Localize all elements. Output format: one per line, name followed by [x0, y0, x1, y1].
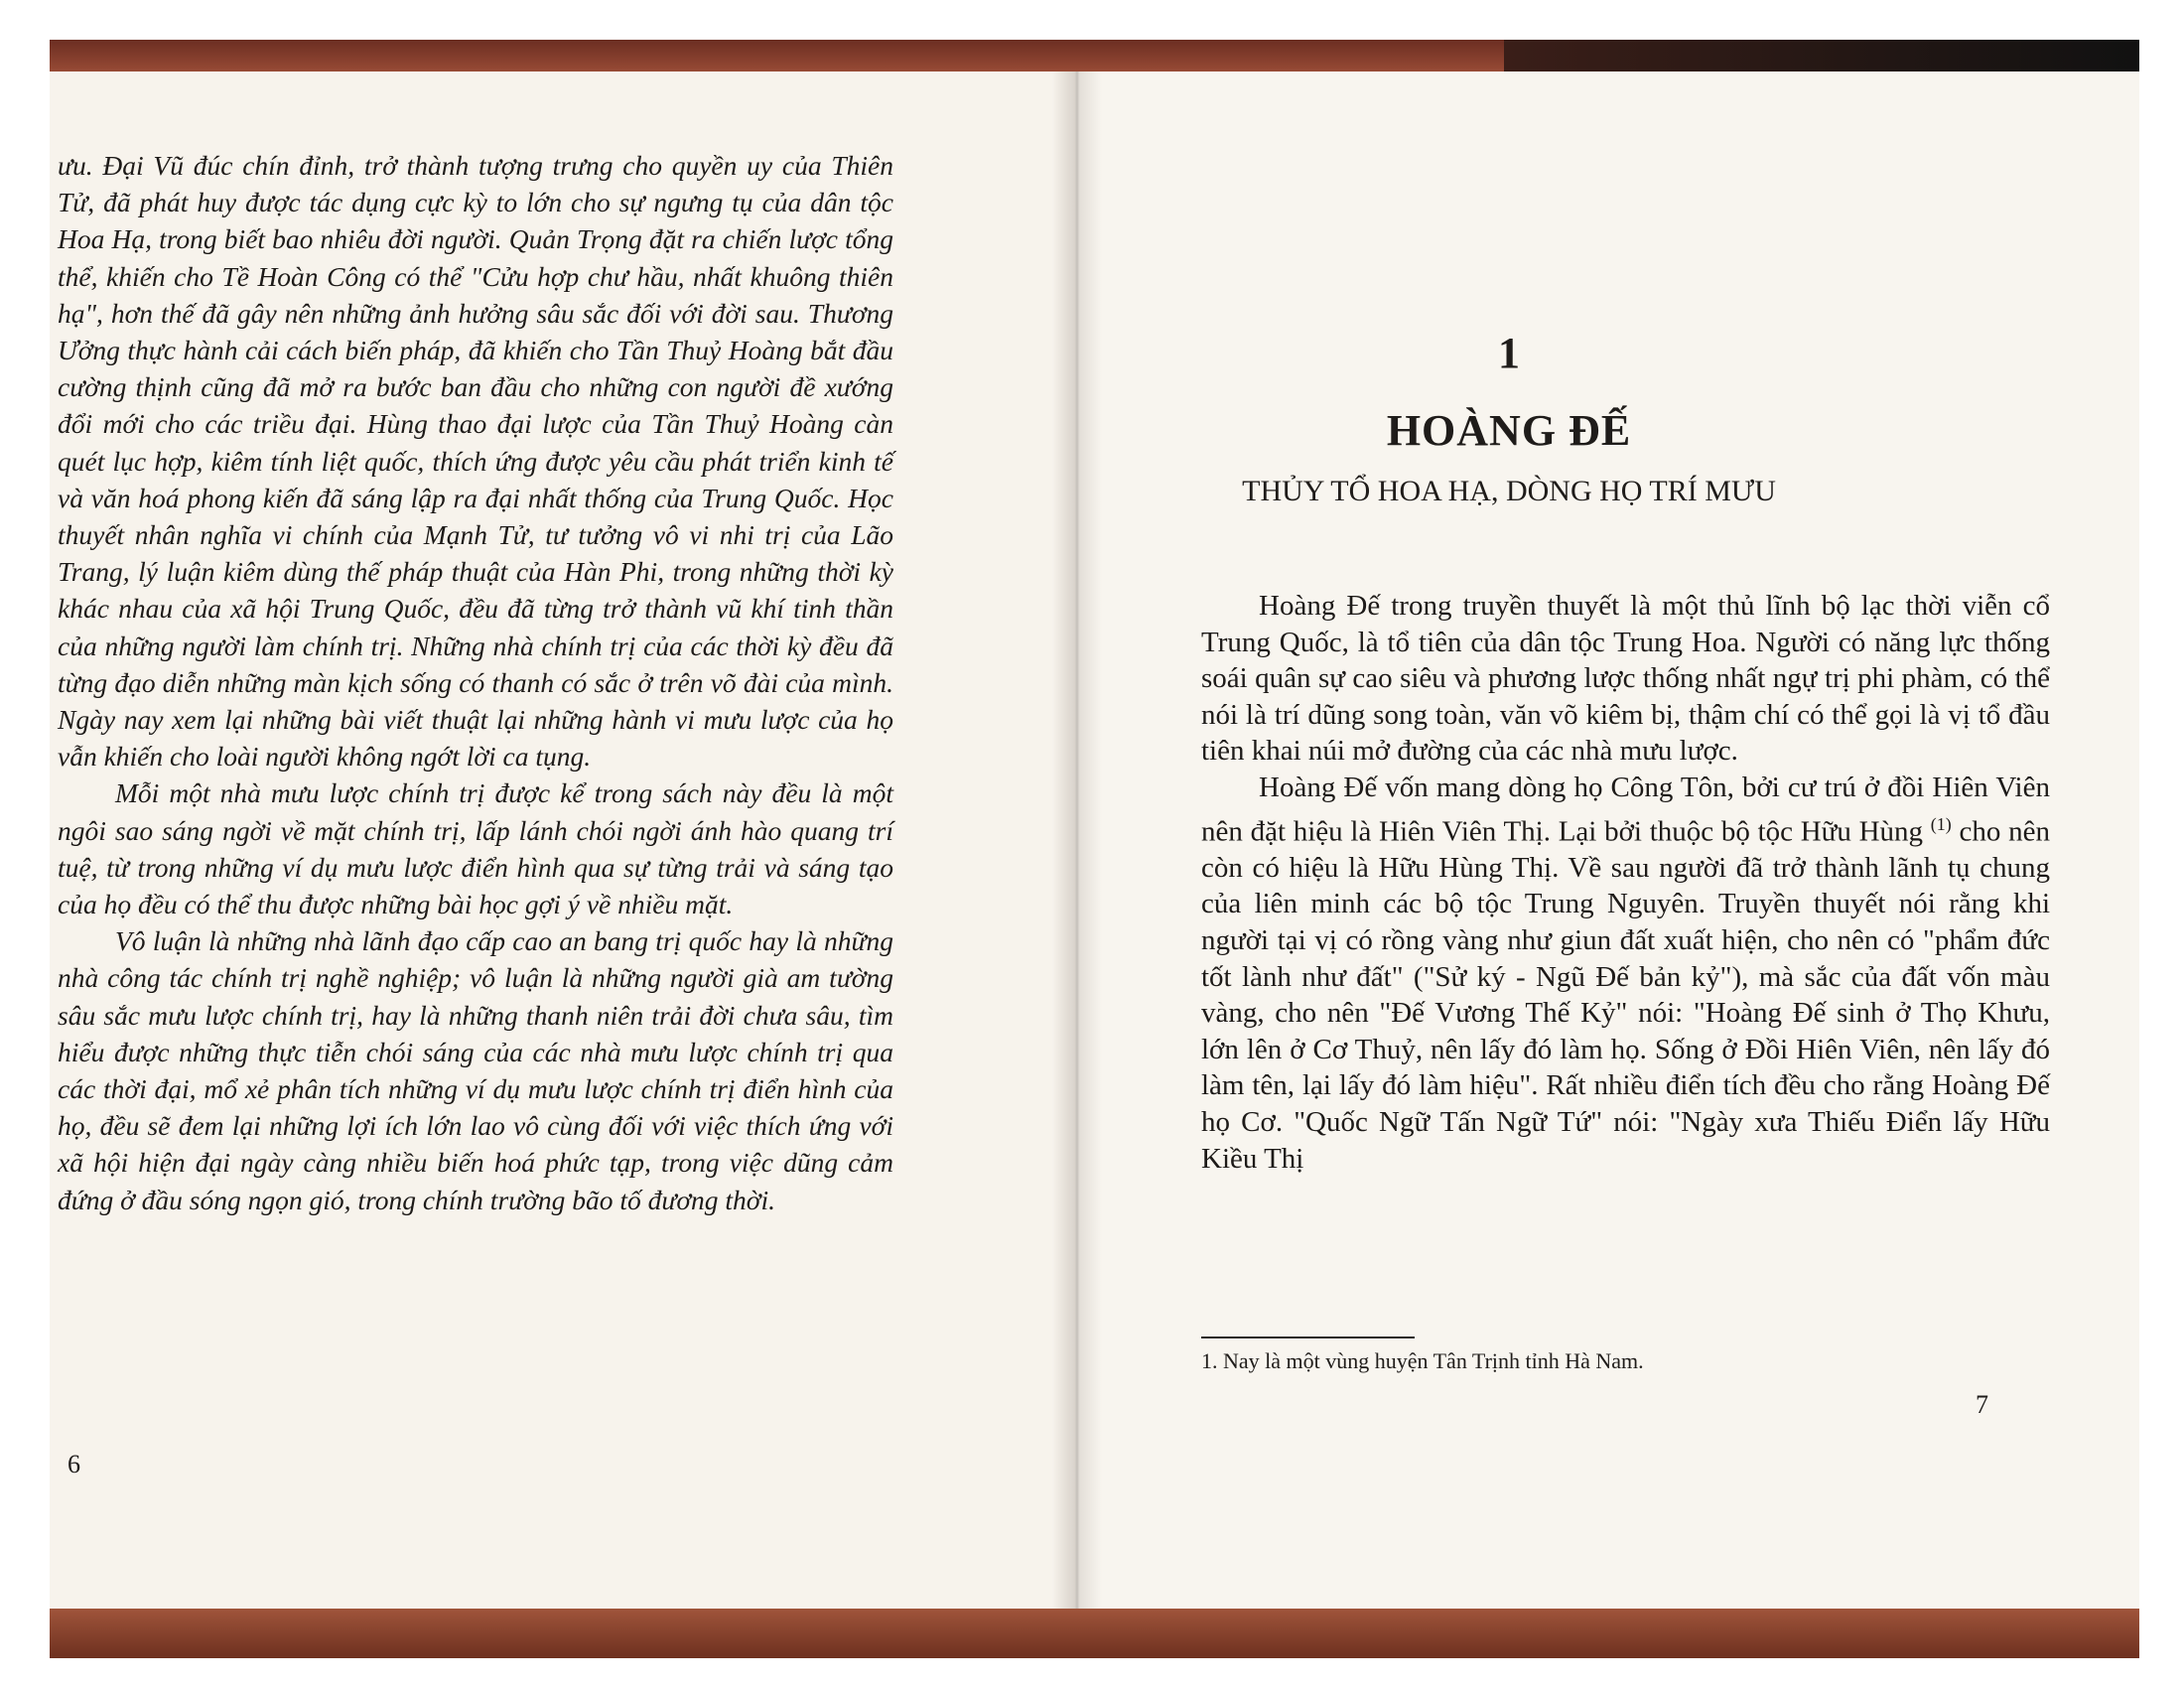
chapter-title: HOÀNG ĐẾ — [1386, 406, 1632, 455]
right-page-number: 7 — [1976, 1390, 1988, 1419]
right-paragraph-1: Hoàng Đế trong truyền thuyết là một thủ lĩnh bộ lạc thời viễn cổ Trung Quốc, là tổ tiên của dân tộc Trung Hoa. Người có năng lực thống soái quân sự cao siêu và phương lược thống nhất ngự trị phi phàm, có thể nói là trí dũng song toàn, văn võ kiêm bị, thậm chí có thể gọi là vị tổ đầu tiên khai núi mở đường của các nhà mưu lược. — [1201, 590, 2050, 768]
right-paragraph-2-rest: cho nên còn có hiệu là Hữu Hùng Thị. Về sau người đã trở thành lãnh tụ chung của liên minh các bộ tộc Trung Nguyên. Truyền thuyết nói rằng khi người tại vị có rồng vàng như giun đất xuất hiện, cho nên có "phẩm đức tốt lành như đất" ("Sử ký - Ngũ Đế bản kỷ"), mà sắc của đất vốn màu vàng, cho nên "Đế Vương Thế Kỷ" nói: "Hoàng Đế sinh ở Thọ Khưu, lớn lên ở Cơ Thuỷ, nên lấy đó làm họ. Sống ở Đồi Hiên Viên, nên lấy đó làm tên, lại lấy đó làm hiệu". Rất nhiều điển tích đều cho rằng Hoàng Đế họ Cơ. "Quốc Ngữ Tấn Ngữ Tứ" nói: "Ngày xưa Thiếu Điển lấy Hữu Kiều Thị — [1201, 815, 2050, 1175]
left-page-body — [58, 147, 893, 1218]
book-cover-dark-corner — [1504, 40, 2139, 73]
book-cover-bottom-edge — [50, 1607, 2139, 1658]
footnote-marker: (1) — [1930, 813, 1952, 834]
footnote: 1. Nay là một vùng huyện Tân Trịnh tỉnh Hà Nam. — [1201, 1348, 1644, 1373]
left-page-number: 6 — [68, 1450, 80, 1478]
chapter-number: 1 — [1498, 329, 1520, 377]
left-paragraph-1: ưu. Đại Vũ đúc chín đỉnh, trở thành tượng trưng cho quyền uy của Thiên Tử, đã phát huy được tác dụng cực kỳ to lớn cho sự ngưng tụ của dân tộc Hoa Hạ, trong biết bao nhiêu đời người. Quản Trọng đặt ra chiến lược tổng thể, khiến cho Tề Hoàn Công có thể "Cửu hợp chư hầu, nhất khuông thiên hạ", hơn thế đã gây nên những ảnh hưởng sâu sắc đối với đời sau. Thương Ưởng thực hành cải cách biến pháp, đã khiến cho Tần Thuỷ Hoàng bắt đầu cường thịnh cũng đã mở ra bước ban đầu cho những con người đề xướng đổi mới cho các triều đại. Hùng thao đại lược của Tần Thuỷ Hoàng càn quét lục hợp, kiêm tính liệt quốc, thích ứng được yêu cầu phát triển kinh tế và văn hoá phong kiến đã sáng lập ra đại nhất thống của Trung Quốc. Học thuyết nhân nghĩa vi chính của Mạnh Tử, tư tưởng vô vi nhi trị của Lão Trang, lý luận kiêm dùng thế pháp thuật của Hàn Phi, trong những thời kỳ khác nhau của xã hội Trung Quốc, đều đã từng trở thành vũ khí tinh thần của những người làm chính trị. Những nhà chính trị của các thời kỳ đều đã từng đạo diễn những màn kịch sống có thanh có sắc ở trên võ đài của mình. Ngày nay xem lại những bài viết thuật lại những hành vi mưu lược của họ vẫn khiến cho loài người không ngớt lời ca tụng. — [58, 150, 893, 773]
left-paragraph-3: Vô luận là những nhà lãnh đạo cấp cao an bang trị quốc hay là những nhà công tác chính trị nghề nghiệp; vô luận là những người già am tường sâu sắc mưu lược chính trị, hay là những thanh niên trải đời chưa sâu, tìm hiểu được những thực tiễn chói sáng của các nhà mưu lược chính trị qua các thời đại, mổ xẻ phân tích những ví dụ mưu lược chính trị điển hình của họ, đều sẽ đem lại những lợi ích lớn lao vô cùng đối với việc thích ứng với xã hội hiện đại ngày càng nhiều biến hoá phức tạp, trong việc dũng cảm đứng ở đầu sóng ngọn gió, trong chính trường bão tố đương thời. — [58, 925, 893, 1215]
footnote-divider — [1201, 1336, 1415, 1338]
book-gutter — [1052, 71, 1102, 1609]
right-page-body — [1201, 588, 2050, 1177]
right-paragraph-2-start: Hoàng Đế vốn mang dòng họ Công Tôn, bởi cư trú ở đồi Hiên Viên nên đặt hiệu là Hiên Viên Thị. Lại bởi thuộc bộ tộc Hữu Hùng — [1201, 771, 2050, 848]
chapter-subtitle: THỦY TỔ HOA HẠ, DÒNG HỌ TRÍ MƯU — [1242, 475, 1776, 507]
left-paragraph-2: Mỗi một nhà mưu lược chính trị được kể trong sách này đều là một ngôi sao sáng ngời về mặt chính trị, lấp lánh chói ngời ánh hào quang trí tuệ, từ trong những ví dụ mưu lược điển hình qua sự từng trải và sáng tạo của họ đều có thể thu được những bài học gợi ý về nhiều mặt. — [58, 777, 893, 920]
right-paragraph-2 — [1201, 770, 2050, 1177]
